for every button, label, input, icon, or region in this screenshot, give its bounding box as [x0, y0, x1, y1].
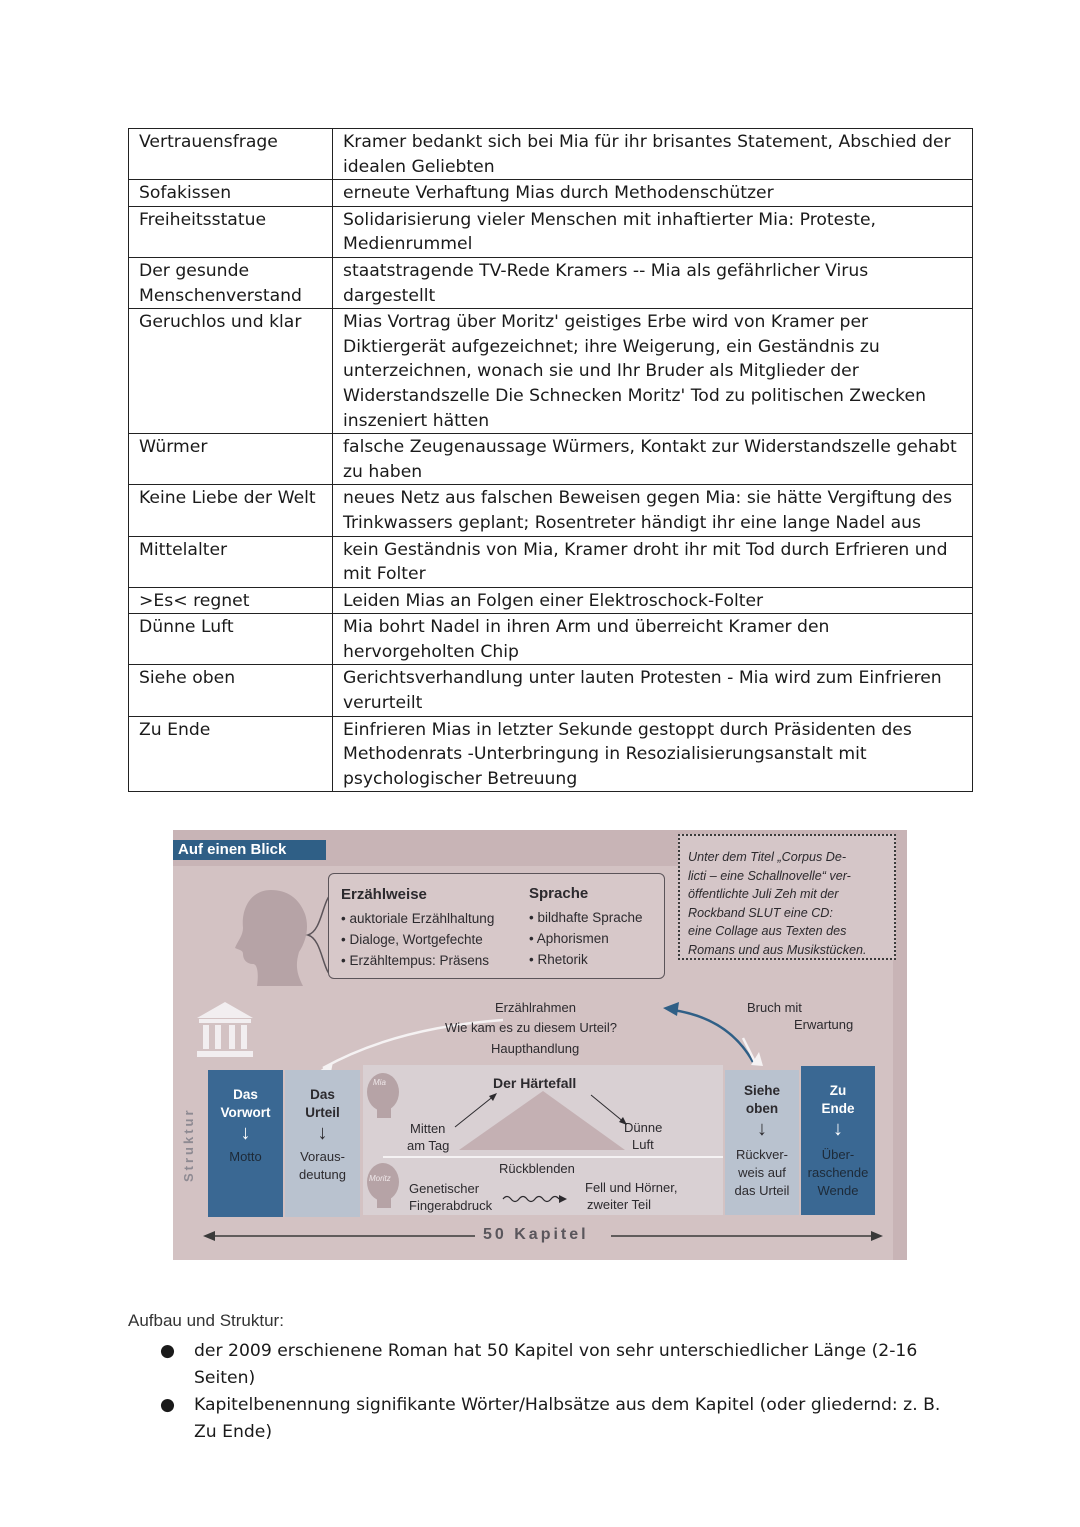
- vorwort-title: Das: [233, 1087, 258, 1102]
- genetisch-label-2: Fingerabdruck: [409, 1198, 493, 1213]
- struktur-label: Struktur: [181, 1107, 196, 1183]
- list-item: [160, 1392, 950, 1446]
- moritz-label: Moritz: [369, 1174, 391, 1183]
- mitten-label-1: Mitten: [410, 1121, 446, 1136]
- vorwort-sub: Motto: [229, 1149, 262, 1164]
- chapter-title-cell: Vertrauensfrage: [129, 129, 333, 180]
- note-line: Rockband SLUT eine CD:: [688, 905, 833, 920]
- table-row: [129, 536, 973, 587]
- arrow-down-icon: ↓: [757, 1118, 767, 1140]
- arrow-down-icon: ↓: [240, 1122, 251, 1144]
- table-row: [129, 206, 973, 257]
- note-line: Romans und aus Musikstücken.: [688, 942, 867, 957]
- kapitel-label: 50 Kapitel: [483, 1226, 589, 1243]
- chapter-summary-cell: falsche Zeugenaussage Würmers, Kontakt zur Widerstandszelle gehabt zu haben: [333, 434, 973, 485]
- urteil-block: [285, 1070, 360, 1217]
- note-line: öffentlichte Juli Zeh mit der: [688, 887, 839, 902]
- rueckblenden-label: Rückblenden: [499, 1161, 575, 1176]
- bullet-icon: ●: [160, 1341, 175, 1361]
- siehe-title: Siehe: [743, 1083, 781, 1098]
- chapter-table: [128, 128, 973, 792]
- structure-heading: Aufbau und Struktur:: [128, 1311, 284, 1330]
- zuende-sub: Wende: [817, 1183, 859, 1198]
- chapter-summary-cell: Mia bohrt Nadel in ihren Arm und überreicht Kramer den hervorgeholten Chip: [333, 614, 973, 665]
- list-item: • Rhetorik: [529, 952, 588, 967]
- chapter-summary-cell: Solidarisierung vieler Menschen mit inhaftierter Mia: Proteste, Medienrummel: [333, 206, 973, 257]
- table-row: [129, 309, 973, 434]
- note-line: eine Collage aus Texten des: [688, 924, 847, 939]
- zuende-title: Zu: [829, 1083, 847, 1098]
- table-row: [129, 716, 973, 792]
- table-row: [129, 665, 973, 716]
- chapter-summary-cell: Einfrieren Mias in letzter Sekunde gestoppt durch Präsidenten des Methodenrats -Unterbringung in Resozialisierungsanstalt mit psychologischer Betreuung: [333, 716, 973, 792]
- mia-label: Mia: [373, 1078, 386, 1087]
- fell-label-2: zweiter Teil: [587, 1197, 652, 1212]
- bullet-icon: ●: [160, 1395, 175, 1415]
- table-row: [129, 485, 973, 536]
- chapter-summary-cell: neues Netz aus falschen Beweisen gegen Mia: sie hätte Vergiftung des Trinkwassers geplant; Rosentreter händigt ihr eine lange Nadel aus: [333, 485, 973, 536]
- mitten-label-2: am Tag: [407, 1138, 450, 1153]
- zu-ende-block: [801, 1066, 875, 1215]
- siehe-sub: das Urteil: [734, 1183, 790, 1198]
- siehe-sub: weis auf: [738, 1165, 786, 1180]
- chapter-summary-cell: kein Geständnis von Mia, Kramer droht ihr mit Tod durch Erfrieren und mit Folter: [333, 536, 973, 587]
- arrow-down-icon: ↓: [833, 1118, 843, 1140]
- siehe-sub: Rückver-: [735, 1147, 788, 1162]
- note-line: Unter dem Titel „Corpus De-: [688, 850, 847, 864]
- erzaehlrahmen-label: Erzählrahmen: [495, 1000, 576, 1015]
- list-item: • auktoriale Erzählhaltung: [341, 911, 495, 926]
- chapter-title-cell: Der gesunde Menschenverstand: [129, 257, 333, 308]
- erzaehlweise-heading: Erzählweise: [341, 886, 427, 903]
- zuende-sub: raschende: [807, 1165, 869, 1180]
- list-item: • bildhafte Sprache: [529, 910, 643, 925]
- chapter-title-cell: Würmer: [129, 434, 333, 485]
- haupthandlung-label: Haupthandlung: [491, 1041, 580, 1056]
- duenne-label-1: Dünne: [624, 1120, 663, 1135]
- list-item: • Dialoge, Wortgefechte: [341, 932, 483, 947]
- chapter-title-cell: Geruchlos und klar: [129, 309, 333, 434]
- haertefall-label: Der Härtefall: [493, 1075, 577, 1091]
- table-row: [129, 257, 973, 308]
- zuende-title: Ende: [821, 1101, 855, 1116]
- frage-label: Wie kam es zu diesem Urteil?: [445, 1020, 617, 1035]
- chapter-summary-cell: Gerichtsverhandlung unter lauten Protesten - Mia wird zum Einfrieren verurteilt: [333, 665, 973, 716]
- note-line: licti – eine Schallnovelle“ ver-: [688, 868, 851, 883]
- duenne-label-2: Luft: [632, 1137, 654, 1152]
- genetisch-label-1: Genetischer: [409, 1181, 480, 1196]
- structure-list: [160, 1338, 950, 1446]
- fell-label-1: Fell und Hörner,: [585, 1180, 678, 1195]
- chapter-summary-cell: Mias Vortrag über Moritz' geistiges Erbe wird von Kramer per Diktiergerät aufgezeichnet; ihre Weigerung, ein Geständnis zu unterzeichnen, wonach sie und Ihr Bruder als Mitglieder der Widerstandszelle Die Schnecken Moritz' Tod zu politischen Zwecken inszeniert hätten: [333, 309, 973, 434]
- chapter-title-cell: Siehe oben: [129, 665, 333, 716]
- list-item: • Erzähltempus: Präsens: [341, 953, 490, 968]
- sprache-heading: Sprache: [529, 885, 589, 902]
- chapter-title-cell: Keine Liebe der Welt: [129, 485, 333, 536]
- vorwort-block: [208, 1070, 283, 1217]
- urteil-title: Das: [310, 1087, 335, 1102]
- chapter-summary-cell: staatstragende TV-Rede Kramers -- Mia als gefährlicher Virus dargestellt: [333, 257, 973, 308]
- chapter-title-cell: Sofakissen: [129, 180, 333, 207]
- overview-figure: [173, 830, 907, 1260]
- zuende-sub: Über-: [821, 1147, 855, 1162]
- table-row: [129, 614, 973, 665]
- table-row: [129, 587, 973, 614]
- bullet-text: Kapitelbenennung signifikante Wörter/Halbsätze aus dem Kapitel (oder gliedernd: z. B. Zu Ende): [194, 1395, 941, 1442]
- list-item: [160, 1338, 950, 1392]
- list-item: • Aphorismen: [529, 931, 609, 946]
- table-row: [129, 180, 973, 207]
- urteil-sub: deutung: [299, 1167, 346, 1182]
- chapter-title-cell: Mittelalter: [129, 536, 333, 587]
- vorwort-title: Vorwort: [220, 1105, 271, 1120]
- urteil-title: Urteil: [305, 1105, 340, 1120]
- chapter-summary-cell: Leiden Mias an Folgen einer Elektroschock-Folter: [333, 587, 973, 614]
- arrow-down-icon: ↓: [317, 1122, 328, 1144]
- chapter-title-cell: Freiheitsstatue: [129, 206, 333, 257]
- siehe-title: oben: [745, 1101, 779, 1116]
- bruch-label: Bruch mit: [747, 1000, 802, 1015]
- table-row: [129, 434, 973, 485]
- urteil-sub: Voraus-: [300, 1149, 345, 1164]
- chapter-title-cell: Dünne Luft: [129, 614, 333, 665]
- chapter-summary-cell: erneute Verhaftung Mias durch Methodenschützer: [333, 180, 973, 207]
- figure-title: Auf einen Blick: [173, 840, 326, 860]
- chapter-summary-cell: Kramer bedankt sich bei Mia für ihr brisantes Statement, Abschied der idealen Geliebten: [333, 129, 973, 180]
- chapter-title-cell: Zu Ende: [129, 716, 333, 792]
- siehe-oben-block: [725, 1070, 799, 1215]
- bullet-text: der 2009 erschienene Roman hat 50 Kapitel von sehr unterschiedlicher Länge (2-16 Seiten): [194, 1341, 918, 1388]
- table-row: [129, 129, 973, 180]
- erwartung-label: Erwartung: [794, 1017, 854, 1032]
- chapter-title-cell: >Es< regnet: [129, 587, 333, 614]
